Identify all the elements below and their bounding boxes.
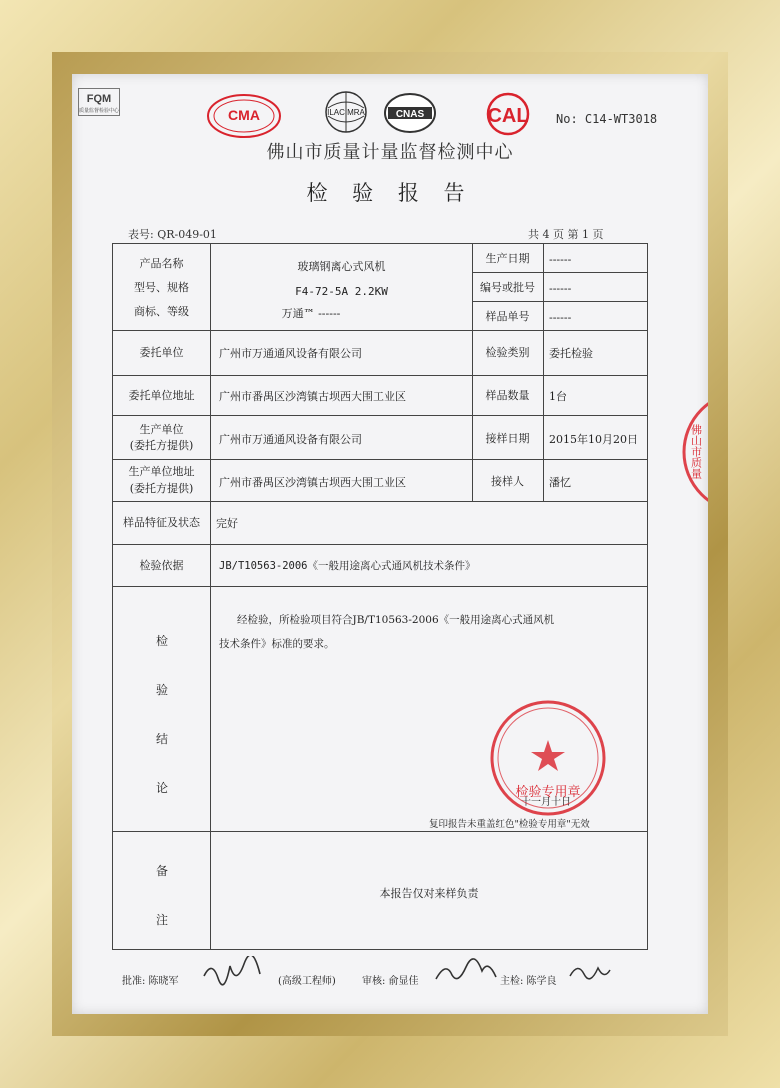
manufacturer-label-note: (委托方提供) bbox=[129, 439, 194, 452]
receive-date-label: 接样日期 bbox=[485, 432, 530, 445]
client-address-label: 委托单位地址 bbox=[128, 389, 195, 402]
manufacturer-value: 广州市万通通风设备有限公司 bbox=[219, 433, 362, 446]
fqm-logo bbox=[78, 88, 120, 116]
cnas-logo-icon bbox=[382, 88, 438, 138]
column-divider bbox=[210, 244, 211, 949]
cma-logo-icon bbox=[204, 92, 284, 140]
partial-side-seal-icon bbox=[680, 388, 708, 516]
report-table bbox=[112, 243, 648, 950]
client-label: 委托单位 bbox=[139, 346, 184, 359]
fqm-logo-text: FQM bbox=[86, 93, 112, 105]
model-label: 型号、规格 bbox=[134, 281, 189, 294]
row-divider bbox=[113, 501, 647, 502]
manufacturer-label: 生产单位 bbox=[139, 423, 184, 436]
remark-char: 备 bbox=[155, 864, 168, 878]
approver: 批准: 陈晓军 bbox=[122, 976, 179, 987]
basis-value: JB/T10563-2006《一般用途离心式通风机技术条件》 bbox=[219, 560, 476, 572]
cal-logo-text: CAL bbox=[487, 105, 529, 127]
row-divider bbox=[113, 586, 647, 587]
approver-title: (高级工程师) bbox=[278, 976, 336, 987]
stamp-date: 十一月十日 bbox=[521, 797, 571, 808]
sample-number-label: 样品单号 bbox=[485, 310, 530, 323]
cnas-logo-text: CNAS bbox=[395, 109, 425, 120]
production-date-label: 生产日期 bbox=[485, 252, 530, 265]
client-address-value: 广州市番禺区沙湾镇古坝西大围工业区 bbox=[219, 390, 406, 403]
sample-quantity-label: 样品数量 bbox=[485, 389, 530, 402]
remark-char: 注 bbox=[155, 913, 168, 927]
cma-logo-text: CMA bbox=[228, 107, 260, 123]
sample-state-label: 样品特征及状态 bbox=[123, 516, 200, 529]
row-divider bbox=[113, 831, 647, 832]
client-value: 广州市万通通风设备有限公司 bbox=[219, 347, 362, 360]
report-number: No: C14-WT3018 bbox=[556, 112, 658, 126]
side-seal-text: 佛山市质量 bbox=[689, 424, 703, 479]
row-divider bbox=[113, 544, 647, 545]
test-type-value: 委托检验 bbox=[549, 347, 593, 360]
product-name-label: 产品名称 bbox=[139, 257, 184, 270]
page-count: 共 4 页 第 1 页 bbox=[528, 228, 604, 241]
sample-number-value: ------ bbox=[549, 311, 572, 324]
organization-name: 佛山市质量计量监督检测中心 bbox=[266, 142, 514, 163]
approver-signature-icon bbox=[200, 956, 264, 990]
model-value: F4-72-5A 2.2KW bbox=[295, 285, 388, 298]
serial-label: 编号或批号 bbox=[480, 281, 535, 294]
sample-quantity-value: 1台 bbox=[549, 390, 567, 403]
ilac-logo-text: ILAC MRA bbox=[327, 108, 365, 117]
row-divider bbox=[472, 301, 647, 302]
basis-label: 检验依据 bbox=[139, 559, 184, 572]
production-date-value: ------ bbox=[549, 253, 572, 266]
reviewer-signature-icon bbox=[432, 955, 500, 989]
inspector-signature-icon bbox=[566, 958, 612, 988]
document-title: 检 验 报 告 bbox=[306, 181, 474, 205]
fqm-logo-subtext: 质量监督检验中心 bbox=[79, 108, 120, 114]
conclusion-char: 结 bbox=[155, 732, 168, 746]
conclusion-char: 检 bbox=[155, 634, 168, 648]
test-type-label: 检验类别 bbox=[485, 346, 530, 359]
reviewer: 审核: 俞显佳 bbox=[362, 976, 419, 987]
column-divider bbox=[543, 244, 544, 501]
sample-state-value: 完好 bbox=[216, 517, 238, 530]
copy-note: 复印报告未重盖红色"检验专用章"无效 bbox=[429, 819, 590, 830]
receiver-label: 接样人 bbox=[491, 475, 524, 488]
conclusion-char: 验 bbox=[155, 683, 168, 697]
row-divider bbox=[472, 272, 647, 273]
product-name-value: 玻璃钢离心式风机 bbox=[297, 260, 386, 273]
manufacturer-address-value: 广州市番禺区沙湾镇古坝西大围工业区 bbox=[219, 476, 406, 489]
conclusion-text-line-1: 经检验，所检验项目符合JB/T10563-2006《一般用途离心式通风机 bbox=[237, 614, 555, 626]
manufacturer-address-label: 生产单位地址 bbox=[128, 465, 195, 478]
conclusion-char: 论 bbox=[155, 781, 168, 795]
row-divider bbox=[113, 459, 647, 460]
cal-logo-icon bbox=[480, 92, 536, 144]
inspection-seal-icon bbox=[488, 698, 608, 818]
inspector: 主检: 陈学良 bbox=[500, 976, 557, 987]
receive-date-value: 2015年10月20日 bbox=[549, 433, 638, 446]
serial-value: ------ bbox=[549, 282, 572, 295]
manufacturer-address-label-note: (委托方提供) bbox=[129, 482, 194, 495]
row-divider bbox=[113, 375, 647, 376]
brand-value: 万通™ ------ bbox=[281, 307, 341, 320]
brand-label: 商标、等级 bbox=[134, 305, 189, 318]
remark-value: 本报告仅对来样负责 bbox=[379, 887, 479, 900]
row-divider bbox=[113, 415, 647, 416]
row-divider bbox=[113, 330, 647, 331]
conclusion-text-line-2: 技术条件》标准的要求。 bbox=[219, 638, 335, 650]
ilac-mra-logo-icon bbox=[320, 90, 372, 136]
receiver-value: 潘忆 bbox=[549, 476, 571, 489]
seal-text: 检验专用章 bbox=[515, 785, 581, 800]
form-number: 表号: QR-049-01 bbox=[128, 228, 217, 241]
